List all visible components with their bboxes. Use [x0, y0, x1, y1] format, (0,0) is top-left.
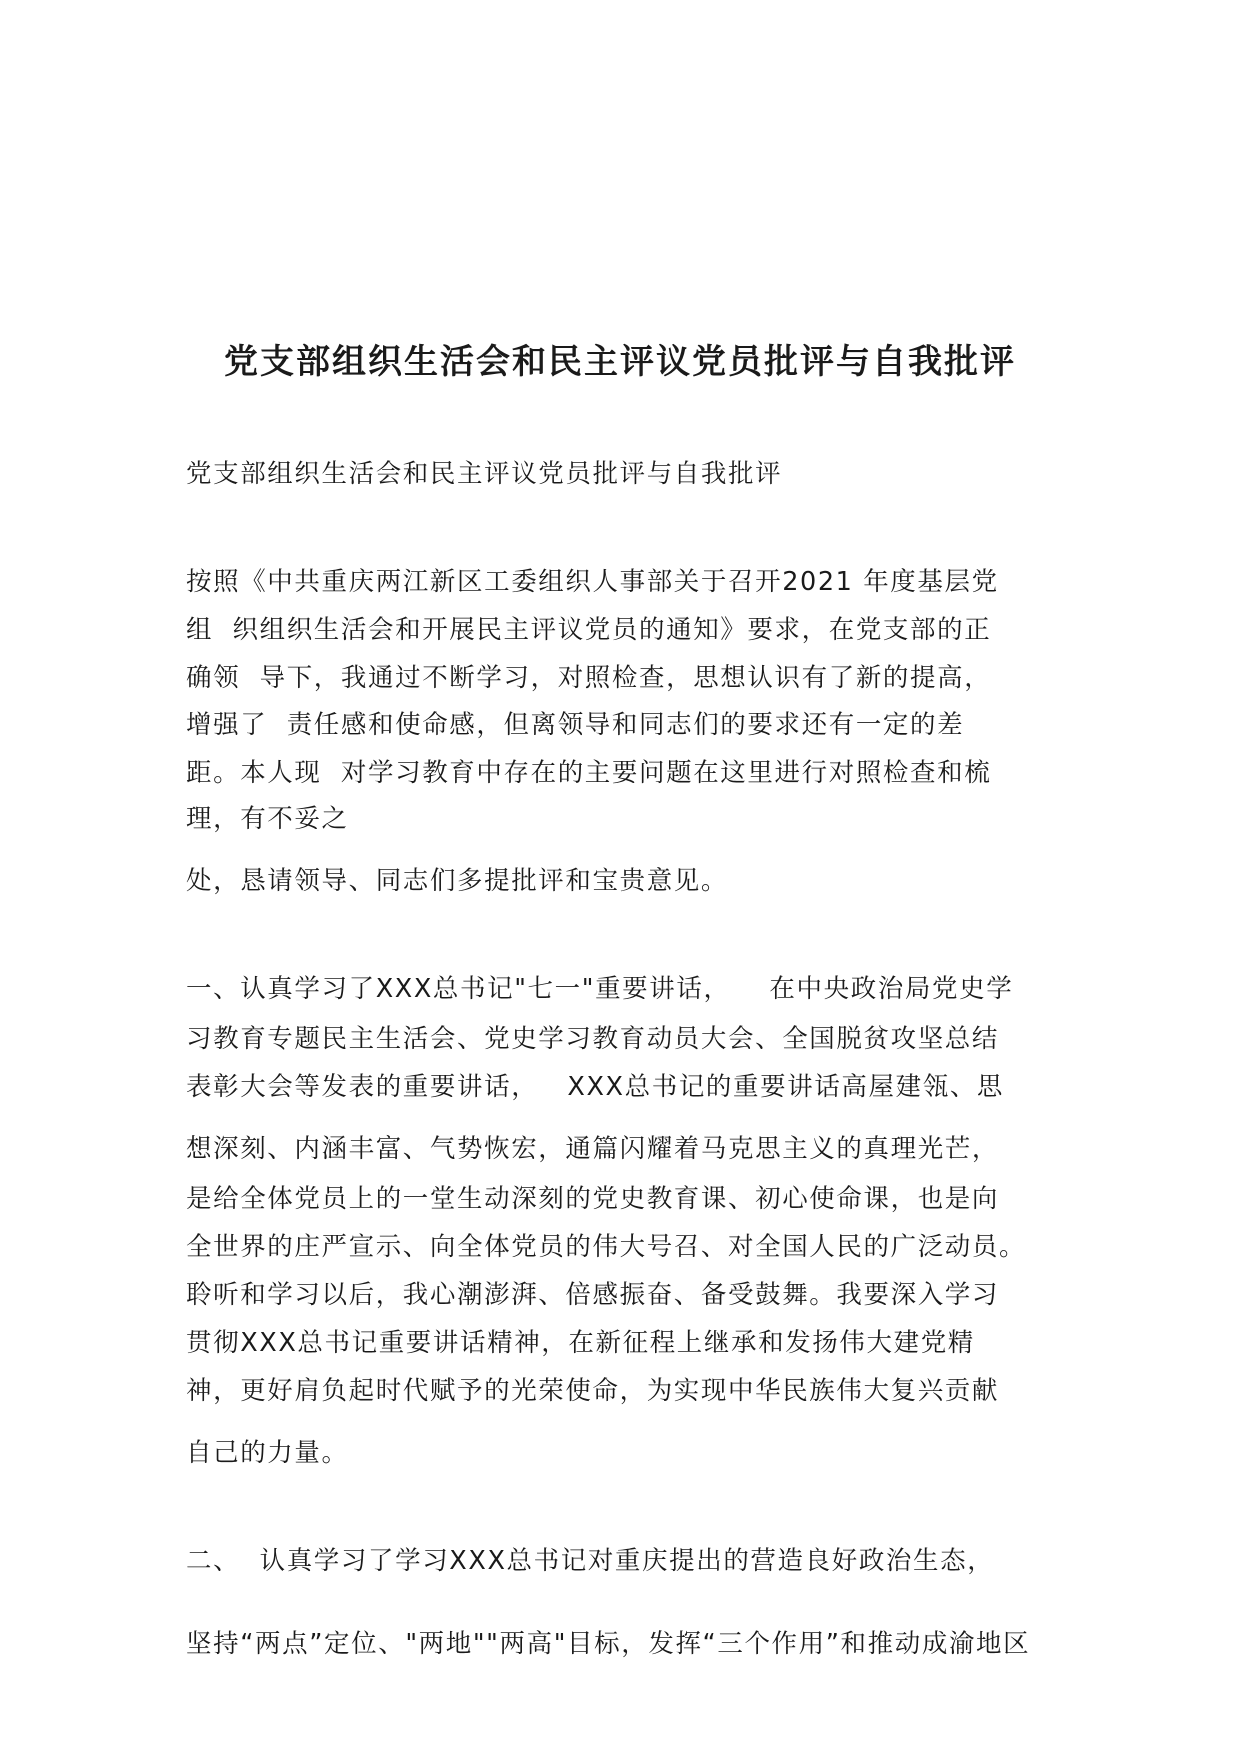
paragraph-1-line-1: 按照《中共重庆两江新区工委组织人事部关于召开2021 年度基层党 [186, 567, 999, 597]
paragraph-2-line-1: 处，恳请领导、同志们多提批评和宝贵意见。 [186, 866, 729, 896]
paragraph-3-line-10: 自己的力量。 [186, 1438, 349, 1468]
paragraph-3-line-4: 想深刻、内涵丰富、气势恢宏，通篇闪耀着马克思主义的真理光芒， [186, 1134, 1000, 1164]
paragraph-3-line-7: 聆听和学习以后，我心潮澎湃、倍感振奋、备受鼓舞。我要深入学习 [186, 1280, 1000, 1310]
paragraph-3-line-2: 习教育专题民主生活会、党史学习教育动员大会、全国脱贫攻坚总结 [186, 1024, 1000, 1054]
paragraph-3-line-9: 神，更好肩负起时代赋予的光荣使命，为实现中华民族伟大复兴贡献 [186, 1376, 1000, 1406]
paragraph-1-line-6: 理，有不妥之 [186, 804, 349, 834]
paragraph-3-line-1: 一、认真学习了XXX总书记"七一"重要讲话， 在中央政治局党史学 [186, 974, 1014, 1004]
paragraph-1-line-5: 距。本人现 对学习教育中存在的主要问题在这里进行对照检查和梳 [186, 758, 992, 788]
document-subtitle: 党支部组织生活会和民主评议党员批评与自我批评 [186, 459, 783, 489]
paragraph-1-line-4: 增强了 责任感和使命感，但离领导和同志们的要求还有一定的差 [186, 710, 965, 740]
paragraph-3-line-5: 是给全体党员上的一堂生动深刻的党史教育课、初心使命课，也是向 [186, 1184, 1000, 1214]
paragraph-4-line-1: 二、 认真学习了学习XXX总书记对重庆提出的营造良好政治生态， [186, 1546, 995, 1576]
paragraph-3-line-8: 贯彻XXX总书记重要讲话精神，在新征程上继承和发扬伟大建党精 [186, 1328, 975, 1358]
paragraph-1-line-2: 组 织组织生活会和开展民主评议党员的通知》要求，在党支部的正 [186, 615, 992, 645]
paragraph-3-line-6: 全世界的庄严宣示、向全体党员的伟大号召、对全国人民的广泛动员。 [186, 1232, 1027, 1262]
paragraph-1-line-3: 确领 导下，我通过不断学习，对照检查，思想认识有了新的提高， [186, 663, 992, 693]
document-title: 党支部组织生活会和民主评议党员批评与自我批评 [224, 342, 1016, 382]
paragraph-3-line-3: 表彰大会等发表的重要讲话， XXX总书记的重要讲话高屋建瓴、思 [186, 1072, 1005, 1102]
paragraph-5-line-1: 坚持“两点”定位、"两地""两高"目标，发挥“三个作用”和推动成渝地区 [186, 1629, 1031, 1659]
